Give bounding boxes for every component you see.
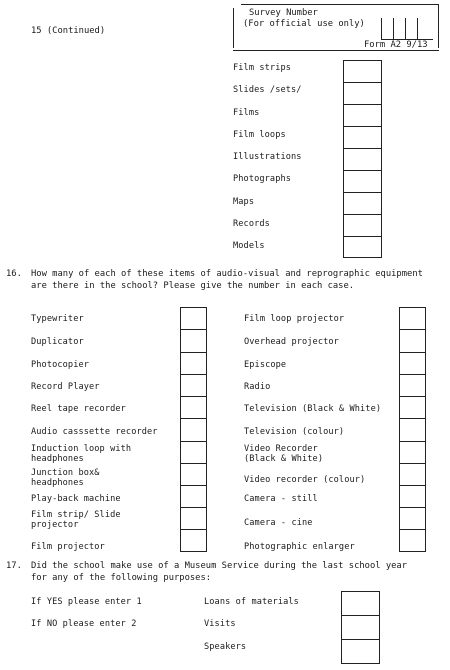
continued-label: 15 (Continued)	[31, 26, 106, 36]
item-record-player: Record Player	[31, 382, 100, 392]
q16-left-answer-column[interactable]	[180, 307, 207, 552]
item-visits: Visits	[204, 619, 236, 629]
q17-text-line2: for any of the following purposes:	[31, 573, 212, 583]
item-television-bw: Television (Black & White)	[244, 404, 382, 414]
item-film-strip-slide-projector: Film strip/ Slide projector	[31, 510, 121, 530]
item-loans-of-materials: Loans of materials	[204, 597, 299, 607]
item-speakers: Speakers	[204, 642, 247, 652]
survey-number-title: Survey Number	[249, 8, 318, 18]
item-episcope: Episcope	[244, 360, 287, 370]
q17-answer-column[interactable]	[341, 591, 380, 664]
item-records: Records	[233, 219, 270, 229]
item-reel-tape-recorder: Reel tape recorder	[31, 404, 126, 414]
q16-right-answer-column[interactable]	[399, 307, 426, 552]
q17-number: 17.	[6, 561, 22, 571]
form-code: Form A2 9/13	[364, 40, 428, 50]
item-illustrations: Illustrations	[233, 152, 302, 162]
item-junction-box: Junction box& headphones	[31, 468, 100, 488]
item-film-projector: Film projector	[31, 542, 105, 552]
item-photographs: Photographs	[233, 174, 292, 184]
item-radio: Radio	[244, 382, 271, 392]
q17-text-line1: Did the school make use of a Museum Service during the last school year	[31, 561, 408, 571]
item-camera-still: Camera - still	[244, 494, 318, 504]
item-television-colour: Television (colour)	[244, 427, 345, 437]
survey-digit-cells[interactable]	[381, 18, 433, 40]
instruction-no: If NO please enter 2	[31, 619, 137, 629]
item-playback-machine: Play-back machine	[31, 494, 121, 504]
item-photographic-enlarger: Photographic enlarger	[244, 542, 355, 552]
survey-number-box	[233, 4, 439, 52]
item-video-recorder-colour: Video recorder (colour)	[244, 475, 366, 485]
survey-number-subtitle: (For official use only)	[243, 19, 365, 29]
item-video-recorder-bw: Video Recorder (Black & White)	[244, 444, 324, 464]
item-slides-sets: Slides /sets/	[233, 85, 302, 95]
q15-answer-column[interactable]	[343, 60, 382, 258]
item-film-strips: Film strips	[233, 63, 292, 73]
item-typewriter: Typewriter	[31, 314, 84, 324]
item-audio-cassette-recorder: Audio casssette recorder	[31, 427, 158, 437]
item-films: Films	[233, 108, 260, 118]
item-maps: Maps	[233, 197, 255, 207]
item-film-loops: Film loops	[233, 130, 286, 140]
q16-text-line1: How many of each of these items of audio-visual and reprographic equipment	[31, 269, 423, 279]
q16-text-line2: are there in the school? Please give the number in each case.	[31, 281, 355, 291]
item-camera-cine: Camera - cine	[244, 518, 313, 528]
item-overhead-projector: Overhead projector	[244, 337, 339, 347]
item-induction-loop: Induction loop with headphones	[31, 444, 132, 464]
instruction-yes: If YES please enter 1	[31, 597, 142, 607]
item-models: Models	[233, 241, 265, 251]
q16-number: 16.	[6, 269, 22, 279]
item-duplicator: Duplicator	[31, 337, 84, 347]
item-photocopier: Photocopier	[31, 360, 90, 370]
item-film-loop-projector: Film loop projector	[244, 314, 345, 324]
